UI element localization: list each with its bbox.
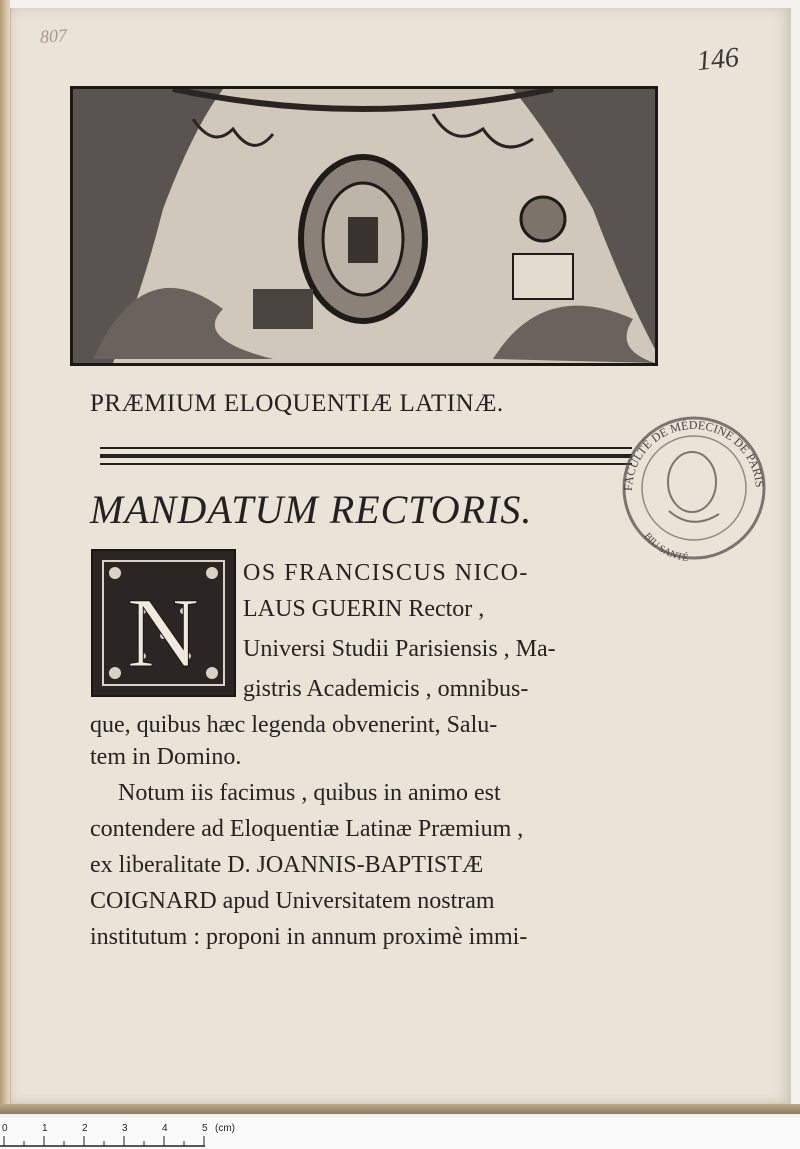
decorated-initial xyxy=(91,549,236,697)
body-line-2: LAUS GUERIN Rector , xyxy=(243,596,485,622)
book-spine-edge xyxy=(0,0,10,1110)
scale-tick-2: 2 xyxy=(82,1123,88,1134)
stamp-text-bottom: BIU SANTÉ xyxy=(641,530,690,565)
scale-tick-4: 4 xyxy=(162,1123,168,1134)
body-line-8: contendere ad Eloquentiæ Latinæ Præmium , xyxy=(90,816,524,842)
measurement-scale xyxy=(0,1118,800,1149)
drop-cap-letter: N xyxy=(126,577,200,688)
body-line-9: ex liberalitate D. JOANNIS-BAPTISTÆ xyxy=(90,852,484,878)
pencil-mark: 807 xyxy=(39,25,68,47)
scale-tick-5: 5 xyxy=(202,1123,208,1134)
divider-rule xyxy=(100,447,632,449)
body-line-10: COIGNARD apud Universitatem nostram xyxy=(90,888,495,914)
body-line-11: institutum : proponi in annum proximè immi- xyxy=(90,924,528,950)
body-line-7: Notum iis facimus , quibus in animo est xyxy=(118,780,501,806)
body-line-6: tem in Domino. xyxy=(90,744,242,770)
divider-rule xyxy=(100,454,632,458)
body-line-1: OS FRANCISCUS NICO- xyxy=(243,560,529,586)
section-heading: PRÆMIUM ELOQUENTIÆ LATINÆ. xyxy=(90,390,504,417)
scale-tick-0: 0 xyxy=(2,1123,8,1134)
scale-tick-3: 3 xyxy=(122,1123,128,1134)
body-line-3: Universi Studii Parisiensis , Ma- xyxy=(243,636,556,662)
body-line-5: que, quibus hæc legenda obvenerint, Salu- xyxy=(90,712,498,738)
svg-text:BIU SANTÉ xyxy=(642,531,690,564)
page-bottom-edge xyxy=(0,1104,800,1114)
divider-rule xyxy=(100,463,632,465)
library-stamp xyxy=(614,396,774,566)
engraved-headpiece xyxy=(70,86,658,366)
scale-unit: (cm) xyxy=(215,1123,235,1134)
scale-tick-1: 1 xyxy=(42,1123,48,1134)
folio-number: 146 xyxy=(695,41,741,78)
body-line-4: gistris Academicis , omnibus- xyxy=(243,676,529,702)
stamp-text-top: FACULTÉ DE MÉDECINE DE PARIS xyxy=(620,417,767,492)
document-title: MANDATUM RECTORIS. xyxy=(90,487,533,532)
